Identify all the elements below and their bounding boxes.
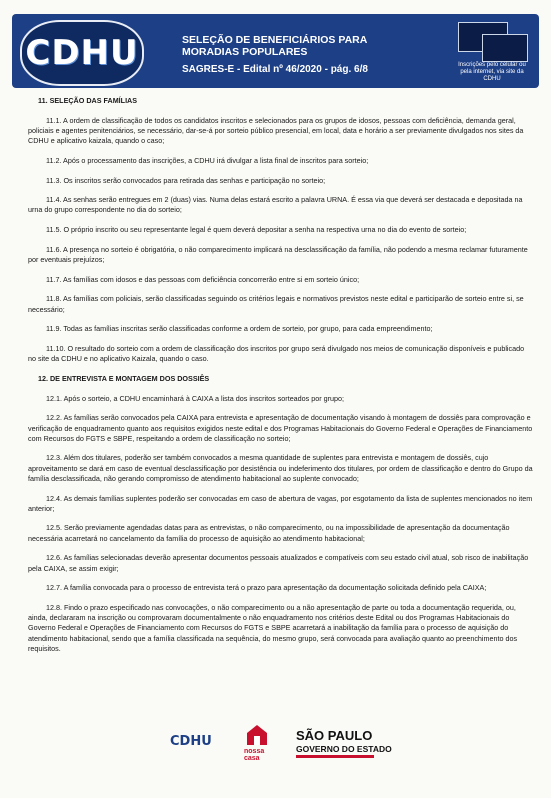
paragraph-11-6: 11.6. A presença no sorteio é obrigatória, o não comparecimento implicará na desclassificação da família, não podendo a mesma reclamar futuramente por eventuais prejuízos;	[28, 244, 528, 265]
footer-cdhu-logo: CDHU	[170, 734, 212, 749]
paragraph-12-6: 12.6. As famílias selecionadas deverão apresentar documentos pessoais atualizados e compatíveis com seu estado civil atual, sob risco de inabilitação pela CAIXA, se assim exigir;	[28, 553, 529, 573]
section-title-11: 11. SELEÇÃO DAS FAMÍLIAS	[38, 96, 138, 105]
paragraph-11-7: 11.7. As famílias com idosos e das pessoas com deficiência concorrerão entre si em sorteio único;	[46, 274, 360, 284]
casa-line1: nossa	[244, 748, 265, 755]
paragraph-11-4: 11.4. As senhas serão entregues em 2 (duas) vias. Numa delas estará escrito a palavra URNA. É essa via que deverá ser destacada e depositada na urna do grupo correspondente no dia do sorteio;	[28, 195, 523, 215]
paragraph-12-8: 12.8. Findo o prazo especificado nas convocações, o não comparecimento ou a não apresentação de parte ou toda a documentação requerida, ou, ainda, declararam na inscrição ou comprovaram documentalmente o não enquadramento nos critérios deste Edital ou dos Programas Habitacionais do Governo Federal e Operações de Financiamento com Recursos do FGTS e SBPE acarretará a inabilitação da família para o processo de aquisição do atendimento habitacional, sendo que a família classificada na sequência, do mesmo grupo, será convocada para avaliação quanto ao preenchimento dos requisitos.	[28, 603, 518, 653]
paragraph-12-5: 12.5. Serão previamente agendadas datas para as entrevistas, o não comparecimento, ou na impossibilidade de apresentação da documentação necessária acarretará no cancelamento da família do processo de aquisição ao atendimento habitacional;	[28, 523, 510, 543]
paragraph-11-5: 11.5. O próprio inscrito ou seu representante legal é quem deverá depositar a senha na respectiva urna no dia do evento de sorteio;	[46, 225, 467, 235]
sp-logo-subtitle: GOVERNO DO ESTADO	[296, 744, 392, 754]
paragraph-12-1: 12.1. Após o sorteio, a CDHU encaminhará à CAIXA a lista dos inscritos sorteados por grupo;	[46, 393, 345, 403]
sp-logo-title: SÃO PAULO	[296, 728, 373, 743]
paragraph-12-2: 12.2. As famílias serão convocados pela CAIXA para entrevista e apresentação de documentação visando à montagem de dossiês para comprovação e verificação de enquadramento quanto aos requisitos exigidos neste edital e dos Programas Habitacionais do Governo Federal e Operações de Financiamento com Recursos do FGTS e SBPE, respeitando a ordem de classificação no sorteio;	[28, 413, 533, 443]
phone-icon	[482, 34, 528, 62]
document-body	[28, 96, 533, 664]
paragraph-11-9: 11.9. Todas as famílias inscritas serão classificadas conforme a ordem de sorteio, por grupo, para cada empreendimento;	[46, 324, 433, 334]
header-banner	[12, 14, 539, 88]
paragraph-11-8: 11.8. As famílias com policiais, serão classificadas seguindo os critérios legais e normativos previstos neste edital e participarão de sorteio entre si, se necessário;	[28, 294, 524, 314]
footer-logos	[0, 722, 551, 772]
paragraph-11-2: 11.2. Após o processamento das inscrições, a CDHU irá divulgar a lista final de inscritos para sorteio;	[46, 155, 369, 165]
paragraph-12-4: 12.4. As demais famílias suplentes poderão ser convocadas em caso de abertura de vagas, por esgotamento da lista de suplentes mencionados no item anterior;	[28, 493, 533, 513]
casa-line2: casa	[244, 755, 260, 762]
cdhu-logo	[20, 20, 144, 86]
logo-text: CDHU	[25, 33, 139, 73]
paragraph-11-1: 11.1. A ordem de classificação de todos os candidatos inscritos e selecionados para os grupos de idosos, pessoas com deficiência, demanda geral, policiais e agentes penitenciários, se necessário, dar-se-á por sorteio público presencial, em local, data e horário a ser previamente divulgados nos sites da CDHU e aplicativo kaizala, quando o caso;	[28, 115, 524, 146]
paragraph-12-7: 12.7. A família convocada para o processo de entrevista terá o prazo para apresentação da documentação solicitada definido pela CAIXA;	[46, 583, 487, 593]
header-title: SELEÇÃO DE BENEFICIÁRIOS PARA MORADIAS POPULARES	[182, 34, 367, 58]
paragraph-11-3: 11.3. Os inscritos serão convocados para retirada das senhas e participação no sorteio;	[46, 175, 326, 185]
paragraph-11-10: 11.10. O resultado do sorteio com a ordem de classificação dos inscritos por grupo será divulgado nos meios de comunicação disponíveis e publicado no site da CDHU e no aplicativo Kaizala, quando o caso.	[28, 344, 525, 364]
nossa-casa-logo	[244, 748, 264, 762]
header-note: Inscrições pelo celular ou pela internet, via site da CDHU	[458, 62, 526, 82]
paragraph-12-3: 12.3. Além dos titulares, poderão ser também convocados a mesma quantidade de suplentes para entrevista e montagem de dossiês, cujo aproveitamento se dará em caso de eventual desclassificação por desistência ou indeferimento dos titulares, por ordem de classificação e dentro do Grupo da família desclassificada, não gerando compromisso de atendimento habitacional ao suplente convocado;	[28, 453, 533, 483]
house-icon	[246, 724, 268, 746]
sp-logo-bar	[296, 755, 374, 758]
section-title-12: 12. DE ENTREVISTA E MONTAGEM DOS DOSSIÊS	[38, 373, 210, 383]
header-subtitle: SAGRES-E - Edital nº 46/2020 - pág. 6/8	[182, 64, 368, 75]
